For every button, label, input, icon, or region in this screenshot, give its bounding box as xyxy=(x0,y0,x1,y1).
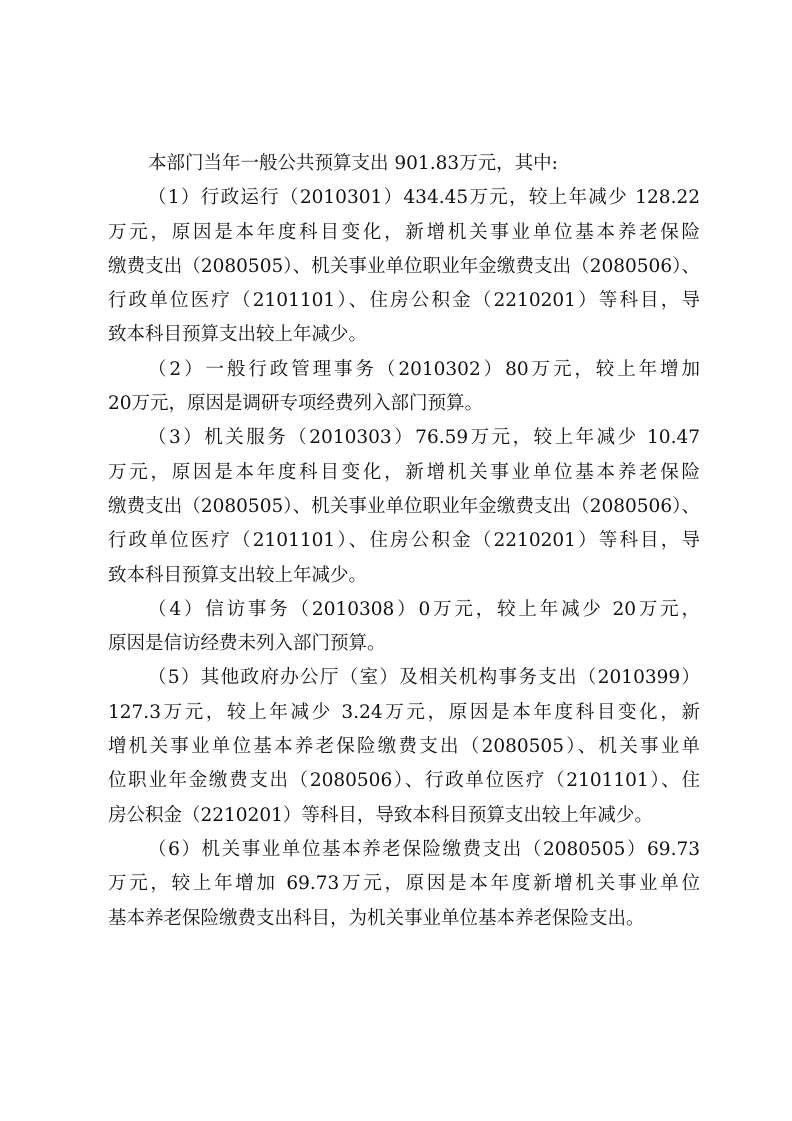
document-body xyxy=(108,147,700,936)
text-line: 致本科目预算支出较上年减少。 xyxy=(108,324,368,346)
text-line: 本部门当年一般公共预算支出 901.83万元，其中: xyxy=(148,153,558,174)
text-line: 万元，原因是本年度科目变化，新增机关事业单位基本养老保险 xyxy=(108,461,700,483)
text-line: 增机关事业单位基本养老保险缴费支出（2080505）、机关事业单 xyxy=(108,736,700,758)
paragraph-item-4 xyxy=(108,593,700,662)
text-line: 缴费支出（2080505）、机关事业单位职业年金缴费支出（2080506）、 xyxy=(108,495,700,517)
text-line: （6）机关事业单位基本养老保险缴费支出（2080505）69.73 xyxy=(148,838,700,860)
text-line: 缴费支出（2080505）、机关事业单位职业年金缴费支出（2080506）、 xyxy=(108,255,700,277)
text-line: 20万元，原因是调研专项经费列入部门预算。 xyxy=(108,393,484,415)
text-line: 万元，原因是本年度科目变化，新增机关事业单位基本养老保险 xyxy=(108,221,700,243)
paragraph-item-6 xyxy=(108,833,700,936)
text-line: 房公积金（2210201）等科目，导致本科目预算支出较上年减少。 xyxy=(108,804,653,826)
text-line: （5）其他政府办公厅（室）及相关机构事务支出（2010399） xyxy=(148,667,700,689)
text-line: 位职业年金缴费支出（2080506）、行政单位医疗（2101101）、住 xyxy=(108,770,700,792)
text-line: 127.3万元，较上年减少 3.24万元，原因是本年度科目变化，新 xyxy=(108,701,700,723)
text-line: （1）行政运行（2010301）434.45万元，较上年减少 128.22 xyxy=(148,187,700,209)
paragraph-item-2 xyxy=(108,353,700,422)
paragraph-item-3 xyxy=(108,421,700,592)
text-line: 致本科目预算支出较上年减少。 xyxy=(108,564,368,586)
paragraph-item-5 xyxy=(108,661,700,832)
text-line: 行政单位医疗（2101101）、住房公积金（2210201）等科目，导 xyxy=(108,290,700,312)
text-line: 万元，较上年增加 69.73万元，原因是本年度新增机关事业单位 xyxy=(108,873,700,895)
paragraph-item-1 xyxy=(108,181,700,352)
text-line: （2）一般行政管理事务（2010302）80万元，较上年增加 xyxy=(148,358,700,380)
text-line: 基本养老保险缴费支出科目，为机关事业单位基本养老保险支出。 xyxy=(108,907,645,929)
text-line: （3）机关服务（2010303）76.59万元，较上年减少 10.47 xyxy=(148,427,700,449)
text-line: （4）信访事务（2010308）0万元，较上年减少 20万元， xyxy=(148,598,700,620)
text-line: 行政单位医疗（2101101）、住房公积金（2210201）等科目，导 xyxy=(108,530,700,552)
paragraph-intro xyxy=(108,147,700,181)
text-line: 原因是信访经费未列入部门预算。 xyxy=(108,633,386,655)
